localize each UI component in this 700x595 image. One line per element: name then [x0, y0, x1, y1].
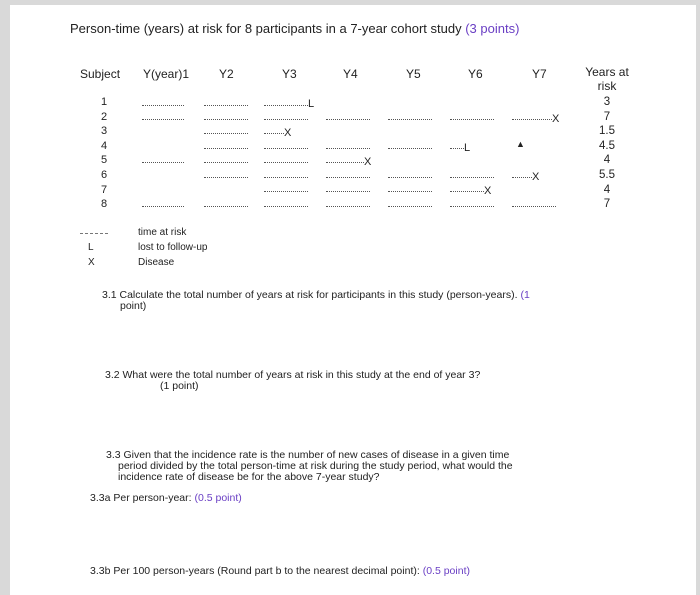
timeline-segment [326, 119, 370, 120]
legend-time-at-risk: time at risk [138, 227, 187, 238]
subject-list [98, 95, 110, 212]
subject-number: 4 [100, 139, 108, 152]
years-at-risk-value: 1.5 [599, 125, 615, 138]
years-at-risk-value: 4 [603, 183, 611, 196]
timeline-segment [326, 148, 370, 149]
title-points: (3 points) [465, 21, 520, 36]
disease-marker: X [552, 113, 560, 125]
timeline-segment [388, 177, 432, 178]
legend-lost-label: lost to follow-up [138, 242, 208, 253]
question-3-3b: 3.3b Per 100 person-years (Round part b to the nearest decimal point): (0.5 point) [90, 565, 470, 577]
timeline-segment [264, 119, 308, 120]
subject-number: 5 [100, 154, 108, 167]
disease-marker: X [364, 156, 372, 168]
header-y3: Y3 [282, 67, 297, 81]
worksheet-page [10, 5, 696, 595]
timeline-segment [388, 206, 432, 207]
subject-number: 3 [100, 125, 108, 138]
subject-number: 6 [100, 168, 108, 181]
timeline-segment [450, 206, 494, 207]
header-years-at-risk: Years at risk [585, 65, 629, 93]
question-3-3: 3.3 Given that the incidence rate is the number of new cases of disease in a given time period divided by the total person-time at risk during the study period, what would the incidence rate of disease be for the above 7-year study? [106, 449, 513, 483]
timeline-segment [142, 119, 184, 120]
years-at-risk-value: 4 [603, 154, 611, 167]
legend-line-sample [80, 233, 108, 234]
timeline-segment [204, 133, 248, 134]
timeline-segment [204, 148, 248, 149]
question-3-2-points: (1 point) [160, 380, 199, 392]
disease-marker: X [484, 185, 492, 197]
disease-marker: X [284, 127, 292, 139]
timeline-segment [512, 119, 552, 120]
timeline-segment [450, 191, 484, 192]
timeline-segment [512, 206, 556, 207]
question-3-1: 3.1 Calculate the total number of years at risk for participants in this study (person-years). (1 [102, 289, 530, 301]
timeline-segment [450, 177, 494, 178]
timeline-segment [326, 206, 370, 207]
question-3-3a: 3.3a Per person-year: (0.5 point) [90, 492, 242, 504]
timeline-segment [264, 177, 308, 178]
timeline-segment [450, 119, 494, 120]
timeline-segment [264, 105, 308, 106]
timeline-segment [204, 119, 248, 120]
subject-number: 2 [100, 110, 108, 123]
timeline-segment [142, 162, 184, 163]
years-at-risk-value: 5.5 [599, 168, 615, 181]
timeline-segment [388, 148, 432, 149]
header-y1: Y(year)1 [143, 67, 190, 81]
years-at-risk-list [587, 95, 627, 212]
header-y2: Y2 [219, 67, 234, 81]
timeline-segment [264, 133, 284, 134]
question-3-2: 3.2 What were the total number of years at risk in this study at the end of year 3? [105, 369, 481, 381]
header-y5: Y5 [406, 67, 421, 81]
timeline-segment [264, 162, 308, 163]
legend-disease-label: Disease [138, 257, 175, 268]
years-at-risk-value: 7 [603, 198, 611, 211]
timeline-segment [204, 105, 248, 106]
header-subject: Subject [80, 67, 121, 81]
timeline-segment [326, 191, 370, 192]
years-at-risk-value: 7 [603, 110, 611, 123]
timeline-segment [264, 191, 308, 192]
timeline-segment [326, 162, 364, 163]
years-at-risk-value: 4.5 [599, 139, 615, 152]
timeline-segment [204, 177, 248, 178]
subject-number: 8 [100, 198, 108, 211]
timeline-segment [204, 162, 248, 163]
cursor-icon: ▲ [516, 139, 525, 149]
legend-l-symbol: L [88, 242, 94, 253]
question-3-1-points: point) [120, 300, 147, 312]
lost-marker: L [464, 142, 471, 154]
timeline-segment [264, 148, 308, 149]
subject-number: 7 [100, 183, 108, 196]
subject-number: 1 [100, 96, 108, 108]
timeline-segment [512, 177, 532, 178]
legend-x-symbol: X [88, 257, 95, 268]
timeline-segment [142, 105, 184, 106]
timeline-segment [142, 206, 184, 207]
timeline-segment [388, 191, 432, 192]
question-title: Person-time (years) at risk for 8 participants in a 7-year cohort study (3 points) [70, 21, 520, 36]
years-at-risk-value: 3 [603, 96, 611, 108]
timeline-segment [326, 177, 370, 178]
header-y7: Y7 [532, 67, 547, 81]
timeline-segment [388, 119, 432, 120]
disease-marker: X [532, 171, 540, 183]
timeline-segment [450, 148, 464, 149]
header-y4: Y4 [343, 67, 358, 81]
header-y6: Y6 [468, 67, 483, 81]
lost-marker: L [308, 98, 315, 110]
timeline-segment [204, 206, 248, 207]
timeline-segment [264, 206, 308, 207]
